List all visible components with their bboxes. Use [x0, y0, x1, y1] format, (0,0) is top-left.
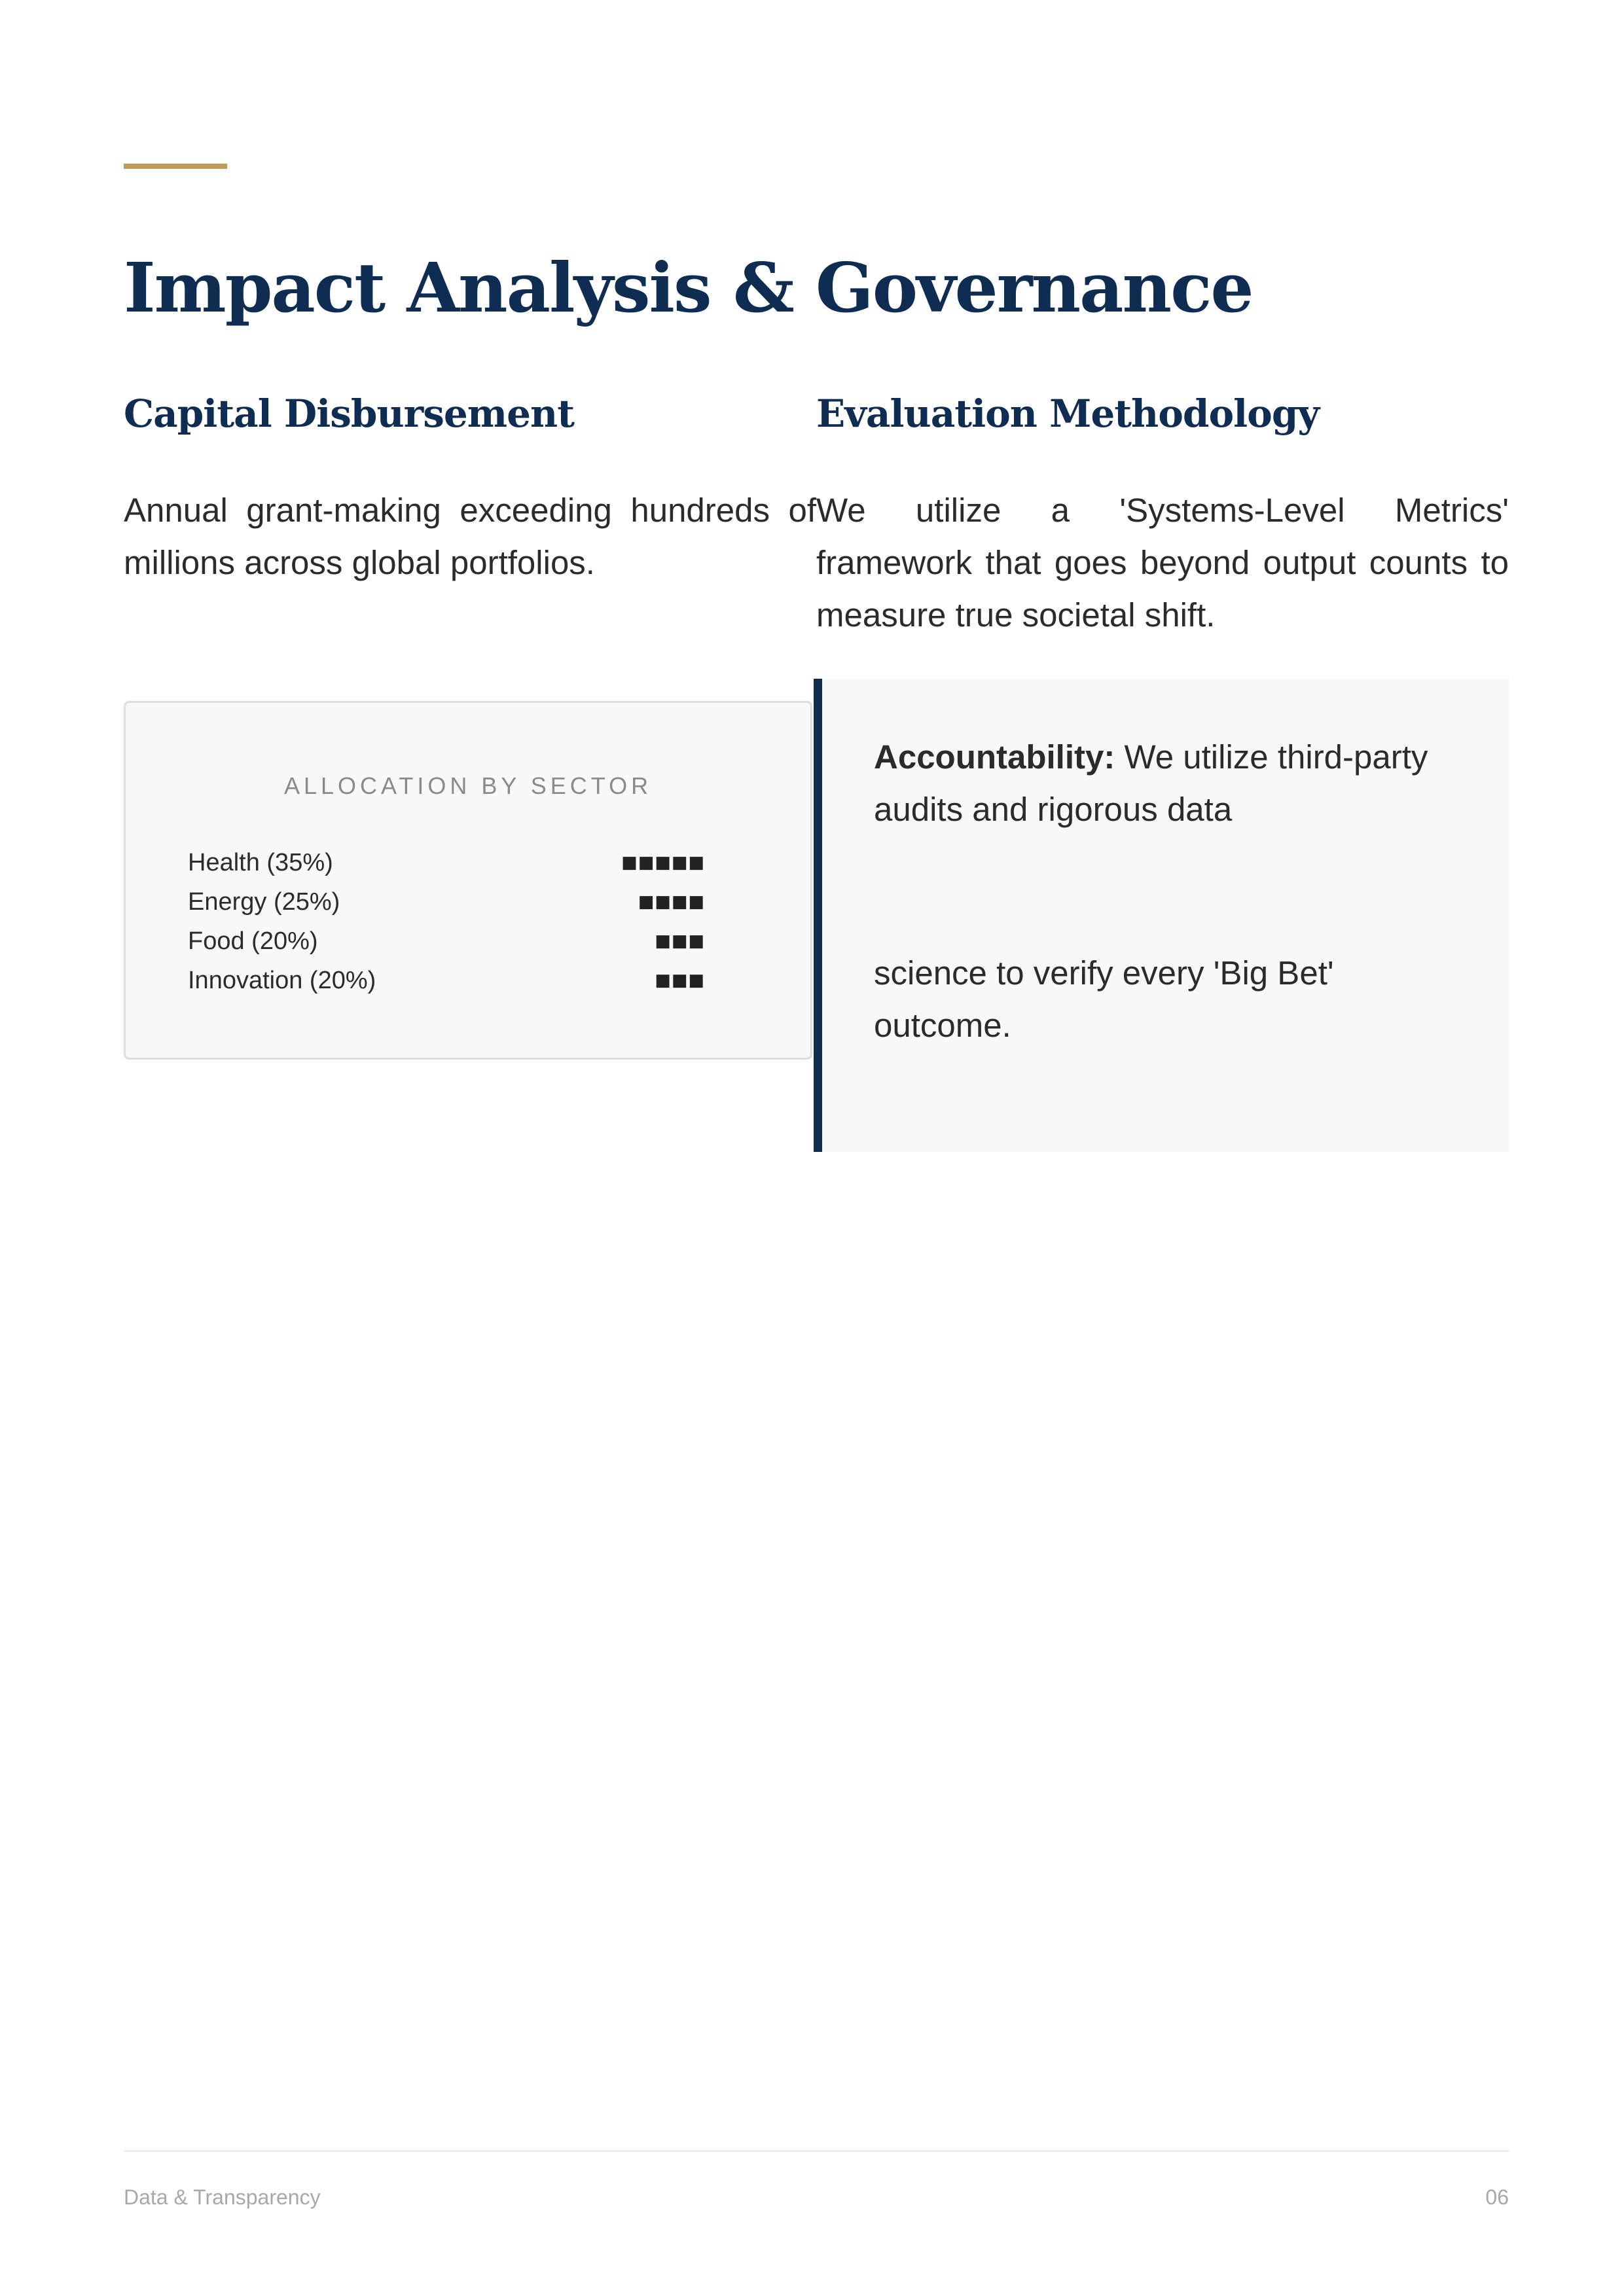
footer-section-label: Data & Transparency [124, 2185, 321, 2209]
capital-disbursement-section [124, 386, 816, 581]
allocation-bar: ■■■■ [638, 892, 705, 912]
callout-line-top: We utilize third-party audits and rigorous data [874, 738, 1428, 828]
callout-line-bottom: science to verify every 'Big Bet' outcome. [874, 954, 1334, 1044]
allocation-bar: ■■■ [655, 971, 705, 990]
callout-strong-label: Accountability: [874, 738, 1115, 776]
allocation-card [124, 701, 812, 1060]
evaluation-methodology-section [816, 386, 1509, 634]
accountability-callout [814, 679, 1509, 1152]
allocation-bar: ■■■■■ [621, 853, 705, 872]
allocation-bar: ■■■ [655, 931, 705, 951]
callout-text-top [874, 731, 1463, 836]
allocation-row-health [188, 843, 705, 882]
allocation-title: ALLOCATION BY SECTOR [283, 772, 653, 799]
capital-disbursement-text: Annual grant-making exceeding hundreds of millions across global portfolios. [124, 492, 816, 581]
page-number: 06 [1485, 2185, 1509, 2209]
allocation-list [188, 843, 705, 1000]
accent-rule [124, 164, 227, 169]
allocation-label: Food (20%) [188, 927, 318, 955]
section-heading-capital-disbursement: Capital Disbursement [124, 391, 574, 436]
page-title: Impact Analysis & Governance [124, 247, 1253, 328]
allocation-row-energy [188, 882, 705, 922]
allocation-label: Energy (25%) [188, 888, 340, 916]
allocation-row-innovation [188, 961, 705, 1000]
allocation-row-food [188, 922, 705, 961]
evaluation-methodology-text: We utilize a 'Systems-Level Metrics' framework that goes beyond output counts to measure true societal shift. [816, 492, 1509, 634]
allocation-label: Innovation (20%) [188, 966, 376, 994]
allocation-label: Health (35%) [188, 848, 333, 876]
section-heading-evaluation-methodology: Evaluation Methodology [816, 391, 1320, 436]
footer-divider [124, 2150, 1509, 2152]
